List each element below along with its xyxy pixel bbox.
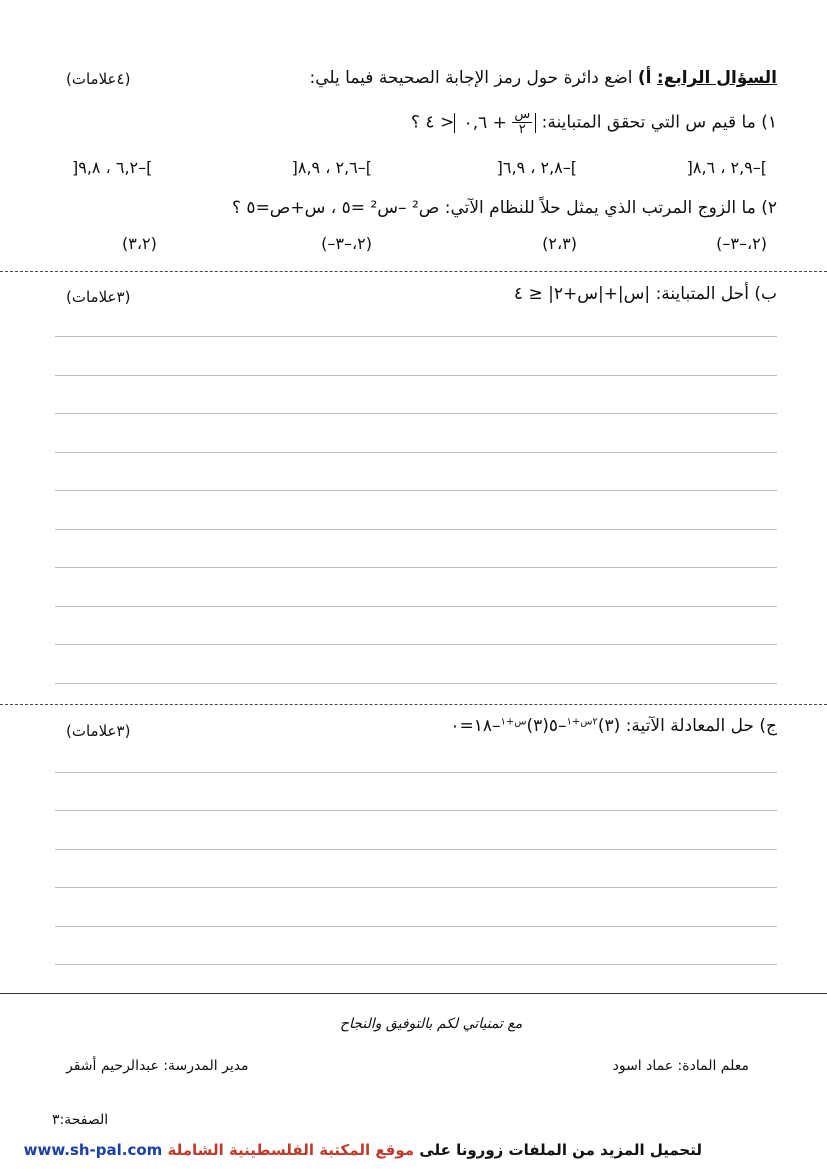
answer-line[interactable] (55, 413, 777, 414)
q1-option-3[interactable]: ]٢,٦ ، ٨,٩–[ (291, 158, 372, 177)
part-c-equation (450, 716, 620, 736)
part-c-prefix: ج) حل المعادلة الآتية: (625, 716, 777, 736)
question-1 (411, 108, 777, 137)
question-title: السؤال الرابع: (656, 68, 777, 88)
question-2: ٢) ما الزوج المرتب الذي يمثل حلاً للنظام الآتي: ص² –س² =٥ ، س+ص=٥ ؟ (231, 198, 777, 218)
part-c-tail: –١٨=٠ (450, 716, 501, 736)
download-banner (24, 1141, 702, 1159)
answer-line[interactable] (55, 606, 777, 607)
q1-fraction (512, 108, 532, 137)
part-b-prefix: ب) أحل المتباينة: (655, 284, 777, 304)
q1-option-4[interactable]: ]٦,٢ ، ٩,٨–[ (72, 158, 153, 177)
part-c-marks: (٣علامات) (66, 722, 131, 740)
part-c-base-1: (٣) (597, 716, 621, 736)
q1-frac-den: ٢ (518, 122, 526, 137)
answer-line[interactable] (55, 683, 777, 684)
section-divider-1 (0, 271, 827, 272)
answer-line[interactable] (55, 529, 777, 530)
q1-prefix: ١) ما قيم س التي تحقق المتباينة: (541, 112, 777, 133)
answer-line[interactable] (55, 849, 777, 850)
banner-site-name[interactable]: موقع المكتبة الفلسطينية الشاملة (167, 1141, 415, 1159)
q1-option-1[interactable]: ]٢,٩ ، ٨,٦–[ (686, 158, 767, 177)
q2-option-1[interactable]: (–٢،–٣) (716, 234, 767, 253)
answer-line[interactable] (55, 926, 777, 927)
answer-line[interactable] (55, 490, 777, 491)
principal-name: مدير المدرسة: عبدالرحيم أشقر (66, 1058, 249, 1074)
q1-option-2[interactable]: ]٢,٨ ، ٦,٩–[ (496, 158, 577, 177)
answer-line[interactable] (55, 567, 777, 568)
q1-abs-expr (454, 107, 536, 137)
question-heading (310, 68, 778, 88)
teacher-name: معلم المادة: عماد اسود (612, 1058, 749, 1074)
part-c-middle-term: –٥(٣) (526, 716, 567, 736)
part-a-instruction: اضع دائرة حول رمز الإجابة الصحيحة فيما يلي: (309, 68, 633, 88)
part-b-expression: |س|+|س+٢| ≤ ٤ (513, 284, 651, 304)
answer-line[interactable] (55, 772, 777, 773)
q2-option-3[interactable]: (–٢،–٣) (321, 234, 372, 253)
answer-line[interactable] (55, 375, 777, 376)
banner-url-link[interactable]: www.sh-pal.com (23, 1141, 163, 1159)
q1-frac-num: س (514, 107, 531, 122)
answer-line[interactable] (55, 964, 777, 965)
page-number: الصفحة:٣ (52, 1112, 109, 1128)
answer-line[interactable] (55, 452, 777, 453)
q1-suffix: < ٤ ؟ (410, 112, 455, 133)
answer-line[interactable] (55, 810, 777, 811)
part-a-marks: (٤علامات) (66, 70, 131, 88)
q2-option-4[interactable]: (٣،٢) (122, 234, 157, 253)
part-c-exponent-1: ٢س+١ (566, 716, 598, 728)
answer-line[interactable] (55, 336, 777, 337)
banner-prefix: لتحميل المزيد من الملفات زورونا على (419, 1141, 702, 1159)
part-b-marks: (٣علامات) (66, 288, 131, 306)
q2-option-2[interactable]: (٢،٣) (542, 234, 577, 253)
answer-line[interactable] (55, 887, 777, 888)
section-divider-2 (0, 704, 827, 705)
answer-line[interactable] (55, 644, 777, 645)
q1-abs-rest: + ٠,٦ (463, 112, 507, 133)
closing-wish: مع تمنياتي لكم بالتوفيق والنجاح (340, 1016, 523, 1032)
part-c-exponent-2: س+١ (500, 716, 527, 728)
part-b-question (514, 284, 777, 304)
part-c-question (450, 716, 777, 736)
part-a-label: أ) (637, 68, 652, 88)
footer-divider (0, 993, 827, 994)
